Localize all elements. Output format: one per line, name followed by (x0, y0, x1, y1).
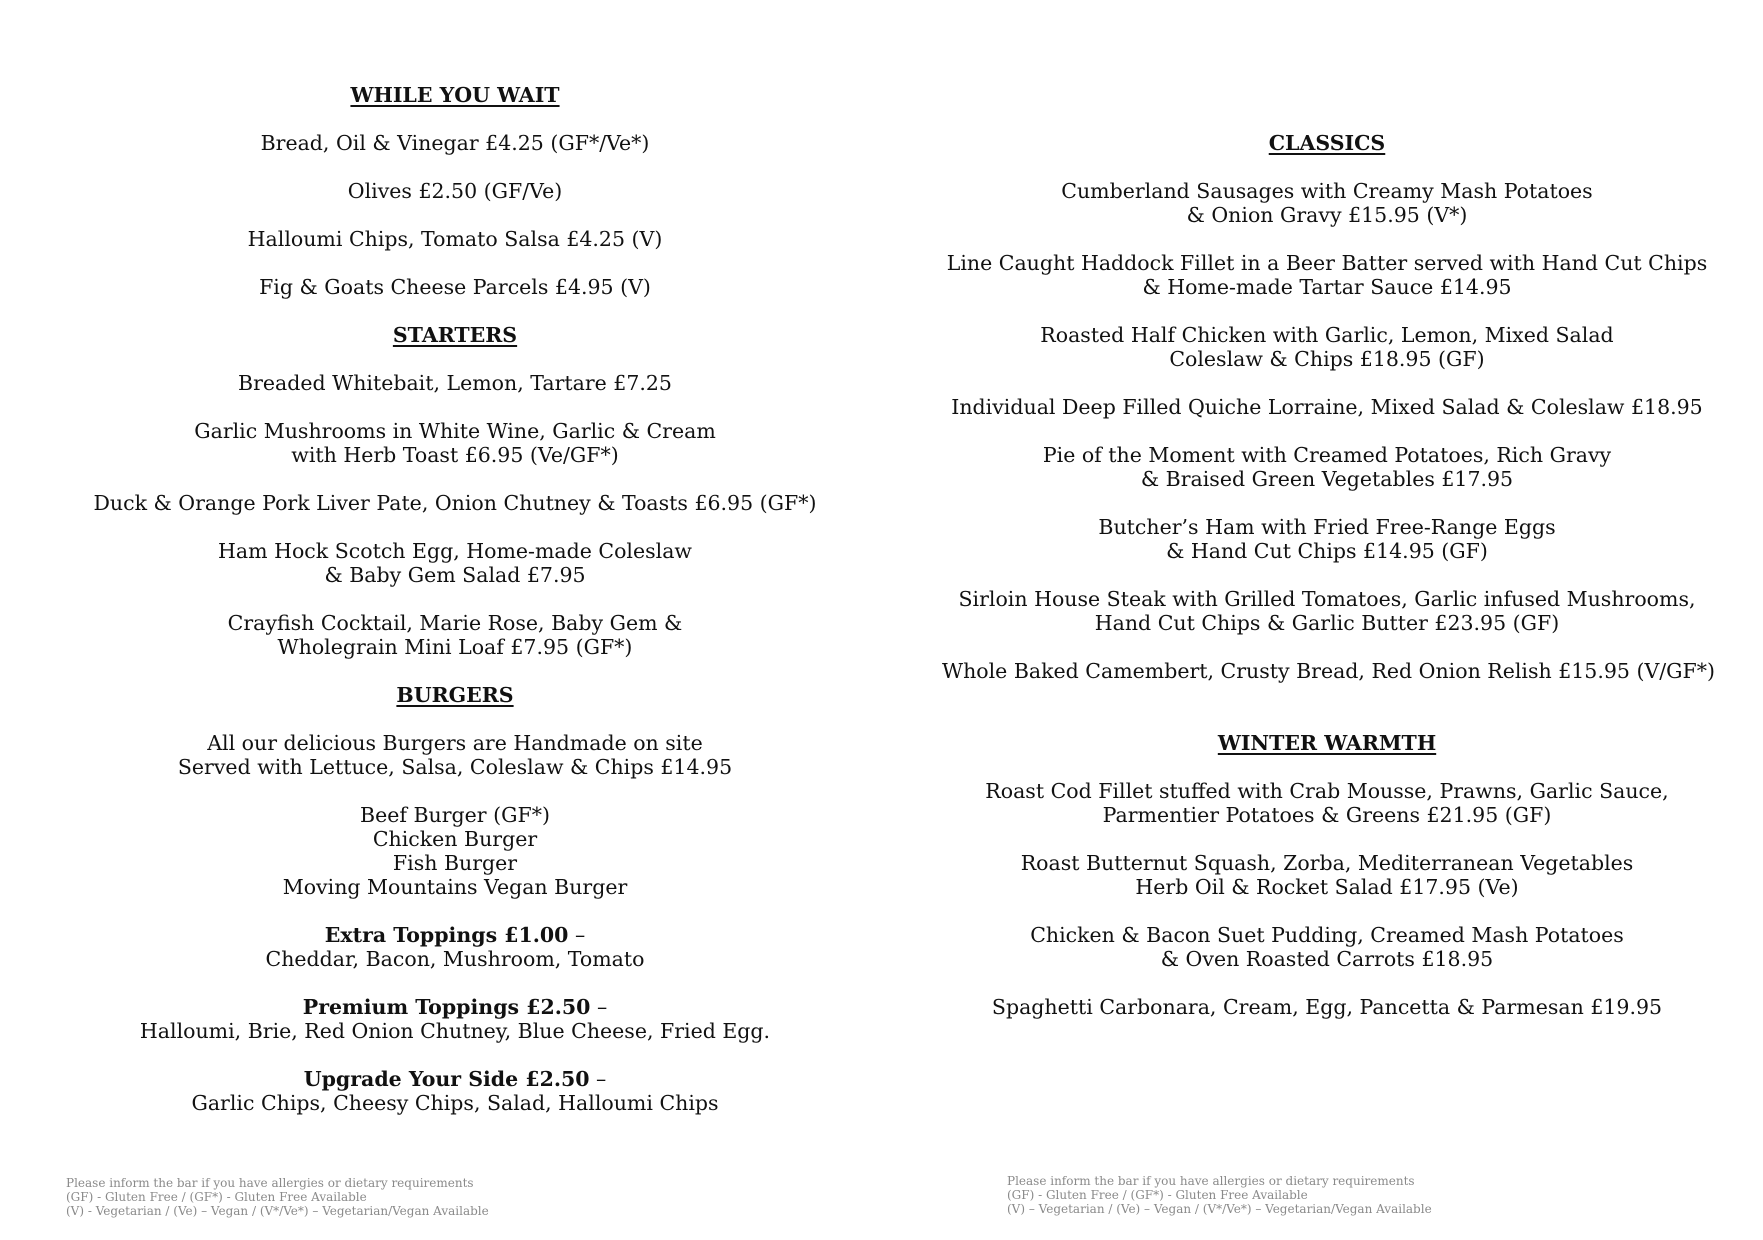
menu-item-line: & Baby Gem Salad £7.95 (324, 563, 586, 587)
menu-item-haddock (942, 251, 1712, 299)
classics-heading: CLASSICS (1268, 131, 1386, 155)
menu-item-line: with Herb Toast £6.95 (Ve/GF*) (291, 443, 619, 467)
menu-item-line: Roast Butternut Squash, Zorba, Mediterranean Vegetables (1020, 851, 1634, 875)
menu-item-bread-oil-vinegar: Bread, Oil & Vinegar £4.25 (GF*/Ve*) (260, 131, 650, 155)
menu-item-line: Spaghetti Carbonara, Cream, Egg, Pancetta & Parmesan £19.95 (991, 995, 1663, 1019)
menu-item-butternut-squash (942, 851, 1712, 899)
menu-item-carbonara (942, 995, 1712, 1019)
menu-item-line: Roast Cod Fillet stuffed with Crab Mousse, Prawns, Garlic Sauce, (985, 779, 1669, 803)
starters-heading: STARTERS (392, 323, 518, 347)
extra-toppings-title-line (60, 923, 850, 947)
menu-item-halloumi-chips: Halloumi Chips, Tomato Salsa £4.25 (V) (247, 227, 663, 251)
menu-item-line: & Braised Green Vegetables £17.95 (1140, 467, 1514, 491)
menu-item-line: Sirloin House Steak with Grilled Tomatoes, Garlic infused Mushrooms, (958, 587, 1696, 611)
footnote-line: Please inform the bar if you have allergies or dietary requirements (1007, 1174, 1415, 1188)
burger-options-list (60, 803, 850, 899)
menu-item-line: Butcher’s Ham with Fried Free-Range Eggs (1098, 515, 1556, 539)
footnote-line: (GF) - Gluten Free / (GF*) - Gluten Free Available (1007, 1188, 1308, 1202)
footnote-line: Please inform the bar if you have allergies or dietary requirements (66, 1176, 474, 1190)
menu-item-line: Breaded Whitebait, Lemon, Tartare £7.25 (238, 371, 672, 395)
menu-item-line: Parmentier Potatoes & Greens £21.95 (GF) (1102, 803, 1552, 827)
premium-toppings-title: Premium Toppings £2.50 (302, 995, 591, 1019)
menu-item-line: Herb Oil & Rocket Salad £17.95 (Ve) (1135, 875, 1519, 899)
extra-toppings-detail: Cheddar, Bacon, Mushroom, Tomato (265, 947, 645, 971)
menu-item-scotch-egg (60, 539, 850, 587)
menu-item-line: Roasted Half Chicken with Garlic, Lemon, Mixed Salad (1040, 323, 1614, 347)
burgers-intro-line: Served with Lettuce, Salsa, Coleslaw & Chips £14.95 (177, 755, 733, 779)
menu-item-crayfish-cocktail (60, 611, 850, 659)
menu-item-line: & Hand Cut Chips £14.95 (GF) (1166, 539, 1488, 563)
menu-item-whitebait (60, 371, 850, 395)
premium-toppings-detail: Halloumi, Brie, Red Onion Chutney, Blue Cheese, Fried Egg. (139, 1019, 771, 1043)
footnote-line: (V) – Vegetarian / (Ve) – Vegan / (V*/Ve*) – Vegetarian/Vegan Available (1007, 1202, 1432, 1216)
menu-item-line: & Oven Roasted Carrots £18.95 (1160, 947, 1494, 971)
menu-item-quiche (942, 395, 1712, 419)
menu-item-line: Crayfish Cocktail, Marie Rose, Baby Gem & (227, 611, 683, 635)
premium-toppings (60, 995, 850, 1043)
menu-item-fig-goats-cheese: Fig & Goats Cheese Parcels £4.95 (V) (259, 275, 651, 299)
menu-item-line: Cumberland Sausages with Creamy Mash Potatoes (1061, 179, 1593, 203)
extra-toppings-dash: – (568, 923, 586, 947)
menu-item-duck-pate (60, 491, 850, 515)
menu-item-camembert (942, 659, 1716, 683)
menu-item-line: Whole Baked Camembert, Crusty Bread, Red Onion Relish £15.95 (V/GF*) (942, 659, 1716, 683)
upgrade-side-dash: – (589, 1067, 607, 1091)
menu-item-line: Chicken & Bacon Suet Pudding, Creamed Mash Potatoes (1030, 923, 1624, 947)
menu-item-line: Duck & Orange Pork Liver Pate, Onion Chutney & Toasts £6.95 (GF*) (93, 491, 817, 515)
menu-item-roast-cod (942, 779, 1712, 827)
premium-toppings-title-line (60, 995, 850, 1019)
left-allergen-footnote (66, 1176, 489, 1218)
menu-item-butchers-ham (942, 515, 1712, 563)
while-you-wait-heading: WHILE YOU WAIT (350, 83, 560, 107)
menu-item-pie (942, 443, 1712, 491)
burger-option-fish: Fish Burger (392, 851, 518, 875)
menu-item-line: Coleslaw & Chips £18.95 (GF) (1169, 347, 1485, 371)
menu-item-suet-pudding (942, 923, 1712, 971)
menu-item-line: Pie of the Moment with Creamed Potatoes, Rich Gravy (1042, 443, 1612, 467)
burgers-heading: BURGERS (396, 683, 514, 707)
right-allergen-footnote (1007, 1174, 1432, 1216)
menu-item-line: Ham Hock Scotch Egg, Home-made Coleslaw (218, 539, 692, 563)
menu-item-half-chicken (942, 323, 1712, 371)
extra-toppings (60, 923, 850, 971)
upgrade-side-detail: Garlic Chips, Cheesy Chips, Salad, Halloumi Chips (191, 1091, 719, 1115)
menu-item-line: Individual Deep Filled Quiche Lorraine, Mixed Salad & Coleslaw £18.95 (951, 395, 1703, 419)
menu-item-line: & Home-made Tartar Sauce £14.95 (1142, 275, 1512, 299)
upgrade-side-title-line (60, 1067, 850, 1091)
burger-option-vegan: Moving Mountains Vegan Burger (282, 875, 628, 899)
menu-item-sirloin-steak (942, 587, 1712, 635)
menu-item-cumberland-sausages (942, 179, 1712, 227)
footnote-line: (GF) - Gluten Free / (GF*) - Gluten Free Available (66, 1190, 367, 1204)
premium-toppings-dash: – (590, 995, 608, 1019)
menu-item-line: Line Caught Haddock Fillet in a Beer Batter served with Hand Cut Chips (946, 251, 1708, 275)
menu-item-line: & Onion Gravy £15.95 (V*) (1186, 203, 1468, 227)
burgers-intro (60, 731, 850, 779)
winter-warmth-heading: WINTER WARMTH (1217, 731, 1437, 755)
burgers-intro-line: All our delicious Burgers are Handmade on site (207, 731, 703, 755)
burger-option-chicken: Chicken Burger (372, 827, 538, 851)
footnote-line: (V) - Vegetarian / (Ve) – Vegan / (V*/Ve*) – Vegetarian/Vegan Available (66, 1204, 489, 1218)
menu-item-line: Hand Cut Chips & Garlic Butter £23.95 (GF) (1094, 611, 1560, 635)
upgrade-side-title: Upgrade Your Side £2.50 (303, 1067, 590, 1091)
menu-item-olives: Olives £2.50 (GF/Ve) (347, 179, 563, 203)
menu-item-garlic-mushrooms (60, 419, 850, 467)
menu-item-line: Garlic Mushrooms in White Wine, Garlic & Cream (194, 419, 716, 443)
extra-toppings-title: Extra Toppings £1.00 (324, 923, 569, 947)
upgrade-your-side (60, 1067, 850, 1115)
burger-option-beef: Beef Burger (GF*) (360, 803, 550, 827)
menu-item-line: Wholegrain Mini Loaf £7.95 (GF*) (277, 635, 633, 659)
